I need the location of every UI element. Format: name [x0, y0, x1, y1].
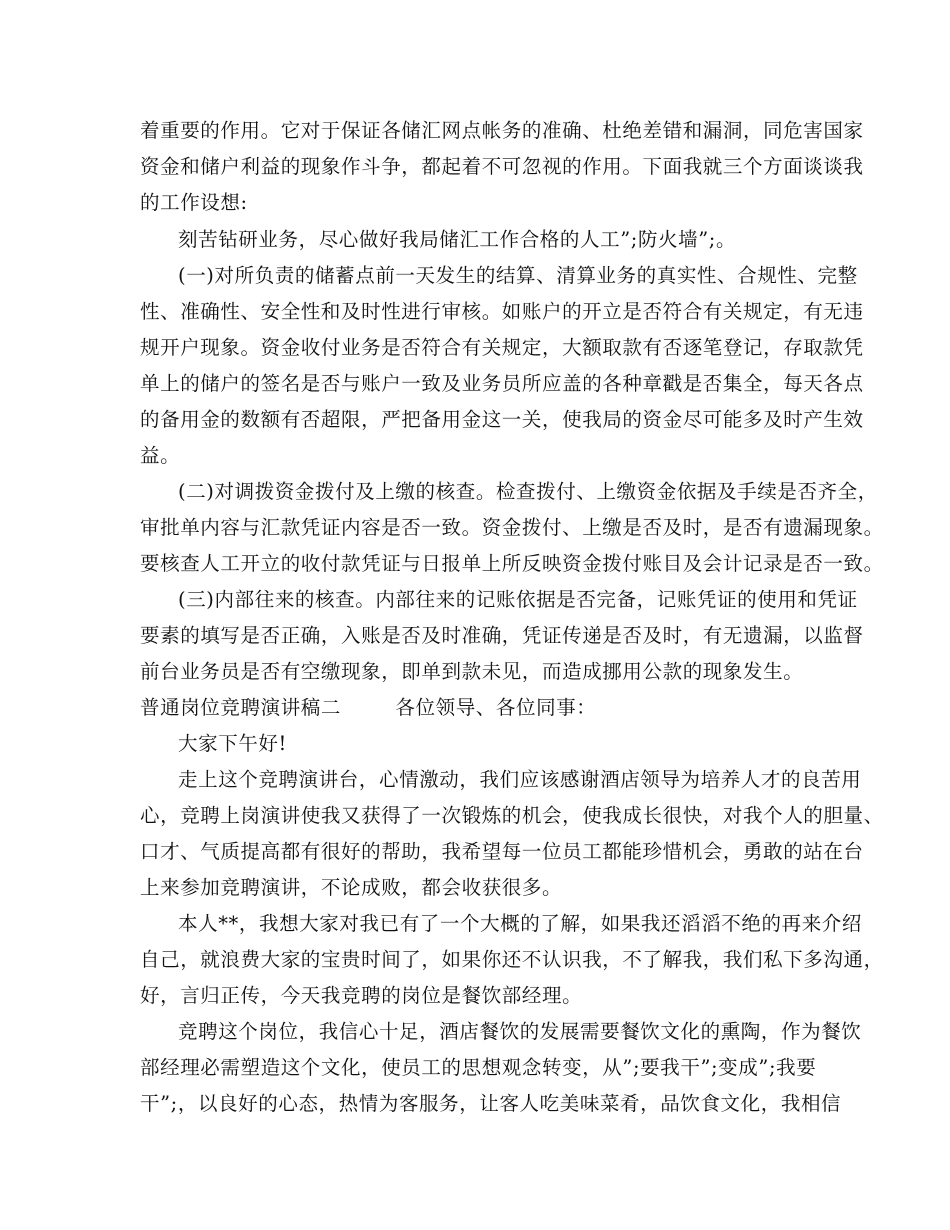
text-line: 自己，就浪费大家的宝贵时间了，如果你还不认识我，不了解我，我们私下多沟通， [140, 948, 884, 971]
paragraph-start-line: (一)对所负责的储蓄点前一天发生的结算、清算业务的真实性、合规性、完整 [178, 264, 858, 287]
paragraph-start-line: 竞聘这个岗位，我信心十足，酒店餐饮的发展需要餐饮文化的熏陶，作为餐饮 [178, 1020, 862, 1043]
paragraph-start-line: (三)内部往来的核查。内部往来的记账依据是否完备，记账凭证的使用和凭证 [178, 588, 858, 611]
text-line: 着重要的作用。它对于保证各储汇网点帐务的准确、杜绝差错和漏洞，同危害国家 [140, 119, 864, 142]
text-line: 刻苦钻研业务，尽心做好我局储汇工作合格的人工”;防火墙”;。 [178, 228, 737, 251]
section-heading-line: 普通岗位竞聘演讲稿二 各位领导、各位同事： [140, 696, 597, 719]
text-line: 单上的储户的签名是否与账户一致及业务员所应盖的各种章戳是否集全，每天各点 [140, 372, 864, 395]
text-line: 口才、气质提高都有很好的帮助，我希望每一位员工都能珍惜机会，勇敢的站在台 [140, 840, 864, 863]
paragraph-start-line: 走上这个竞聘演讲台，心情激动，我们应该感谢酒店领导为培养人才的良苦用 [178, 768, 862, 791]
text-line: 性、准确性、安全性和及时性进行审核。如账户的开立是否符合有关规定，有无违 [140, 300, 864, 323]
paragraph-start-line: (二)对调拨资金拨付及上缴的核查。检查拨付、上缴资金依据及手续是否齐全， [178, 480, 878, 503]
text-line: 的工作设想: [140, 191, 248, 214]
text-line: 上来参加竞聘演讲，不论成败，都会收获很多。 [140, 876, 563, 899]
text-line: 部经理必需塑造这个文化，使员工的思想观念转变，从”;要我干”;变成”;我要 [140, 1056, 817, 1079]
text-line: 好，言归正传，今天我竞聘的岗位是餐饮部经理。 [140, 984, 583, 1007]
text-line: 干”;，以良好的心态，热情为客服务，让客人吃美味菜肴，品饮食文化，我相信 [140, 1092, 842, 1115]
text-line: 要核查人工开立的收付款凭证与日报单上所反映资金拨付账目及会计记录是否一致。 [140, 552, 884, 575]
text-line: 要素的填写是否正确，入账是否及时准确，凭证传递是否及时，有无遗漏，以监督 [140, 624, 864, 647]
text-line: 前台业务员是否有空缴现象，即单到款未见，而造成挪用公款的现象发生。 [140, 660, 804, 683]
text-line: 心，竞聘上岗演讲使我又获得了一次锻炼的机会，使我成长很快，对我个人的胆量、 [140, 804, 884, 827]
text-line: 的备用金的数额有否超限，严把备用金这一关，使我局的资金尽可能多及时产生效 [140, 408, 864, 431]
text-line: 资金和储户利益的现象作斗争，都起着不可忽视的作用。下面我就三个方面谈谈我 [140, 155, 864, 178]
greeting-line: 大家下午好! [178, 732, 287, 755]
text-line: 审批单内容与汇款凭证内容是否一致。资金拨付、上缴是否及时，是否有遗漏现象。 [140, 516, 884, 539]
paragraph-start-line: 本人**，我想大家对我已有了一个大概的了解，如果我还滔滔不绝的再来介绍 [178, 912, 863, 935]
text-line: 益。 [140, 444, 181, 467]
text-line: 规开户现象。资金收付业务是否符合有关规定，大额取款有否逐笔登记，存取款凭 [140, 336, 864, 359]
